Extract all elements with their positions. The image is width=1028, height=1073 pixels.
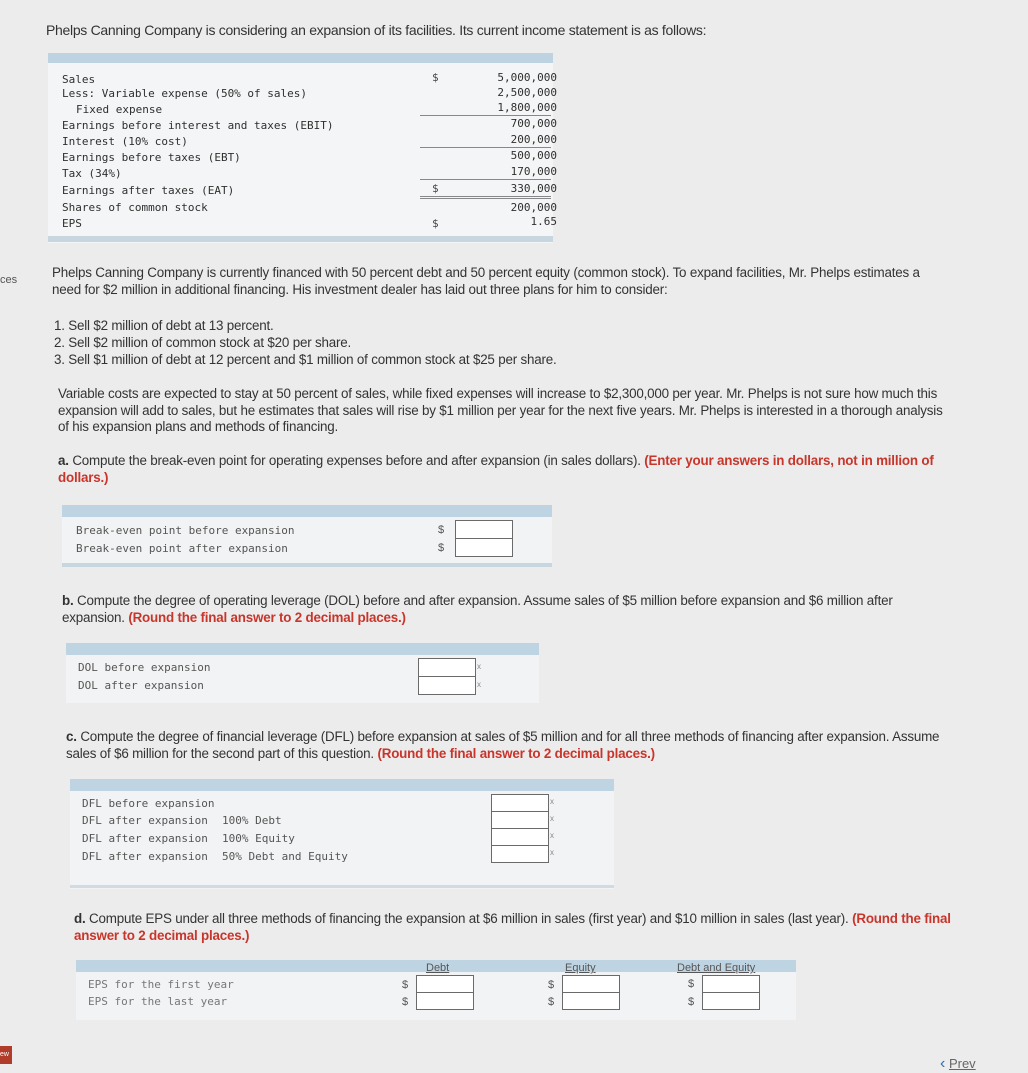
row-sublabel-equity: 100% Equity	[222, 832, 295, 845]
value-ebt: 500,000	[510, 149, 557, 162]
column-header-equity: Equity	[565, 962, 596, 974]
value-variable-expense: 2,500,000	[497, 86, 557, 99]
row-label-tax: Tax (34%)	[62, 167, 122, 180]
dollar-sign: $	[548, 996, 555, 1008]
dfl-debt-input[interactable]	[491, 811, 549, 829]
row-sublabel-debt-equity: 50% Debt and Equity	[222, 850, 348, 863]
dol-before-input[interactable]	[418, 658, 476, 677]
row-label-interest: Interest (10% cost)	[62, 135, 188, 148]
part-c-letter: c.	[66, 729, 77, 744]
row-sublabel-debt: 100% Debt	[222, 814, 282, 827]
part-d-letter: d.	[74, 911, 86, 926]
plan-2: 2. Sell $2 million of common stock at $20 per share.	[54, 335, 351, 350]
times-suffix: x	[550, 831, 554, 840]
times-suffix: x	[550, 797, 554, 806]
sidebar-tab-text[interactable]: ces	[0, 274, 18, 286]
prev-button[interactable]	[940, 1055, 976, 1073]
double-underline	[420, 196, 551, 197]
value-eps: 1.65	[530, 215, 557, 228]
plan-3: 3. Sell $1 million of debt at 12 percent and $1 million of common stock at $25 per share.	[54, 352, 557, 367]
value-sales: 5,000,000	[497, 71, 557, 84]
part-b-instruction: (Round the final answer to 2 decimal places.)	[128, 609, 406, 625]
row-label-dfl-after: DFL after expansion	[82, 832, 208, 845]
eps-debt-first-input[interactable]	[416, 975, 474, 993]
dollar-sign: $	[438, 542, 445, 554]
row-label-shares: Shares of common stock	[62, 201, 208, 214]
column-header-debt: Debt	[426, 962, 450, 974]
double-underline	[420, 198, 551, 199]
row-label-eps: EPS	[62, 217, 82, 230]
dollar-sign: $	[438, 524, 445, 536]
dollar-sign: $	[402, 979, 409, 991]
eps-equity-first-input[interactable]	[562, 975, 620, 993]
row-label-eps-last-year: EPS for the last year	[88, 995, 228, 1008]
row-label-breakeven-after: Break-even point after expansion	[76, 542, 288, 555]
eps-equity-last-input[interactable]	[562, 992, 620, 1010]
underline	[420, 179, 551, 180]
row-label-dfl-before: DFL before expansion	[82, 797, 215, 810]
part-a-text: Compute the break-even point for operating expenses before and after expansion (in sales dollars).	[72, 453, 641, 468]
financing-paragraph: Phelps Canning Company is currently financed with 50 percent debt and 50 percent equity (common stock). To expand facilities, Mr. Phelps estimates a need for $2 million in additional financing. His investment dealer has laid out three plans for him to consider:	[52, 265, 920, 297]
part-b-text: Compute the degree of operating leverage (DOL) before and after expansion. Assume sales of $5 million before expansion and $6 million after expansion.	[62, 593, 893, 625]
chevron-left-icon: ‹	[940, 1055, 946, 1072]
dfl-before-input[interactable]	[491, 794, 549, 812]
value-eat: 330,000	[510, 182, 557, 195]
part-a-question	[58, 453, 953, 486]
dfl-debt-equity-input[interactable]	[491, 845, 549, 863]
table-footer-bar	[62, 563, 552, 567]
dollar-sign: $	[432, 217, 439, 230]
row-label-ebt: Earnings before taxes (EBT)	[62, 151, 241, 164]
breakeven-after-input[interactable]	[455, 538, 513, 557]
value-ebit: 700,000	[510, 117, 557, 130]
row-label-dfl-after: DFL after expansion	[82, 850, 208, 863]
underline	[420, 115, 551, 116]
row-label-sales: Sales	[62, 73, 96, 86]
times-suffix: x	[477, 662, 481, 671]
value-shares: 200,000	[510, 201, 557, 214]
value-fixed-expense: 1,800,000	[497, 101, 557, 114]
dollar-sign: $	[432, 71, 439, 84]
table-header-bar	[66, 643, 539, 655]
row-label-eat: Earnings after taxes (EAT)	[62, 184, 235, 197]
dollar-sign: $	[548, 979, 555, 991]
times-suffix: x	[477, 680, 481, 689]
costs-paragraph: Variable costs are expected to stay at 50 percent of sales, while fixed expenses will increase to $2,300,000 per year. Mr. Phelps is not sure how much this expansion will add to sales, but he estimates that sales will rise by $1 million per year for the next five years. Mr. Phelps is interested in a thorough analysis of his expansion plans and methods of financing.	[58, 386, 943, 434]
intro-text: Phelps Canning Company is considering an expansion of its facilities. Its current income statement is as follows:	[46, 22, 707, 38]
dollar-sign: $	[688, 996, 695, 1008]
row-label-dfl-after: DFL after expansion	[82, 814, 208, 827]
row-label-variable-expense: Less: Variable expense (50% of sales)	[62, 87, 308, 100]
eps-debt-last-input[interactable]	[416, 992, 474, 1010]
eps-debt-equity-last-input[interactable]	[702, 992, 760, 1010]
plan-1: 1. Sell $2 million of debt at 13 percent.	[54, 318, 274, 333]
table-footer-bar	[70, 885, 614, 888]
corner-badge[interactable]: ew	[0, 1046, 12, 1064]
row-label-dol-after: DOL after expansion	[78, 679, 204, 692]
table-header-bar	[48, 53, 553, 63]
table-header-bar	[70, 779, 614, 791]
part-a-instruction: (Enter your answers in dollars, not in million of dollars.)	[58, 453, 934, 485]
part-c-text: Compute the degree of financial leverage (DFL) before expansion at sales of $5 million and for all three methods of financing after expansion. Assume sales of $6 million for the second part of this question.	[66, 729, 940, 761]
times-suffix: x	[550, 814, 554, 823]
times-suffix: x	[550, 848, 554, 857]
breakeven-before-input[interactable]	[455, 520, 513, 539]
row-label-fixed-expense: Fixed expense	[76, 103, 163, 116]
part-a-letter: a.	[58, 453, 69, 468]
prev-label: Prev	[948, 1056, 976, 1071]
part-d-question	[74, 911, 954, 944]
eps-debt-equity-first-input[interactable]	[702, 975, 760, 993]
part-b-question	[62, 593, 942, 626]
value-interest: 200,000	[510, 133, 557, 146]
row-label-breakeven-before: Break-even point before expansion	[76, 524, 295, 537]
row-label-eps-first-year: EPS for the first year	[88, 978, 234, 991]
part-d-text: Compute EPS under all three methods of financing the expansion at $6 million in sales (first year) and $10 million in sales (last year).	[89, 911, 849, 926]
dol-after-input[interactable]	[418, 676, 476, 695]
column-header-debt-equity: Debt and Equity	[677, 962, 756, 974]
underline	[420, 147, 551, 148]
part-c-question	[66, 729, 946, 762]
dfl-equity-input[interactable]	[491, 828, 549, 846]
value-tax: 170,000	[510, 165, 557, 178]
row-label-ebit: Earnings before interest and taxes (EBIT)	[62, 119, 334, 132]
table-header-bar	[62, 505, 552, 517]
dollar-sign: $	[688, 978, 695, 990]
part-c-instruction: (Round the final answer to 2 decimal places.)	[377, 745, 655, 761]
row-label-dol-before: DOL before expansion	[78, 661, 211, 674]
part-b-letter: b.	[62, 593, 74, 608]
dollar-sign: $	[432, 182, 439, 195]
dollar-sign: $	[402, 996, 409, 1008]
table-footer-bar	[48, 236, 553, 242]
part-d-instruction: (Round the final answer to 2 decimal places.)	[74, 911, 951, 943]
